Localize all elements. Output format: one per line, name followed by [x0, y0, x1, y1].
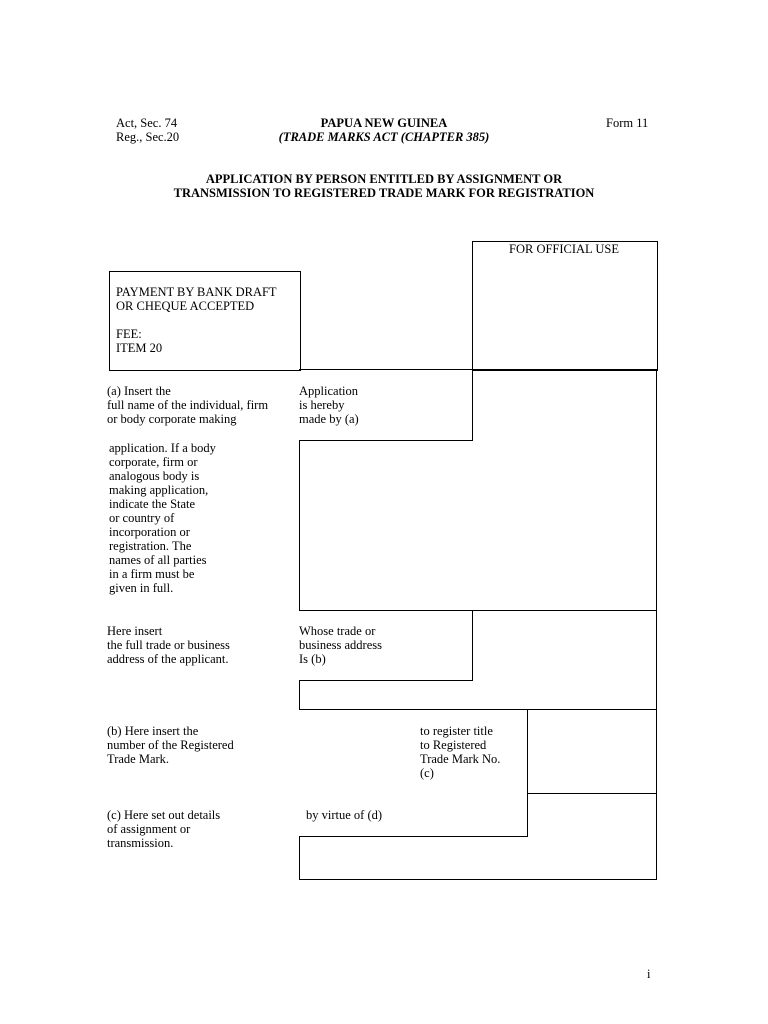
note-address: Here insert the full trade or business address of the applicant. [107, 624, 230, 666]
official-use-label: FOR OFFICIAL USE [509, 242, 619, 256]
trade-mark-number-field[interactable] [528, 710, 656, 793]
note-a-continued: application. If a body corporate, firm or analogous body is making application, indicate the State or country of incorporation or registration. The names of all parties in a firm must be given in full. [109, 441, 216, 595]
payment-line1: PAYMENT BY BANK DRAFT [116, 285, 277, 299]
fee-label: FEE: [116, 327, 142, 341]
act-reference: Act, Sec. 74 [116, 116, 178, 130]
country-heading: PAPUA NEW GUINEA [320, 116, 448, 130]
note-b: (b) Here insert the number of the Registered Trade Mark. [107, 724, 234, 766]
address-prompt: Whose trade or business address Is (b) [299, 624, 382, 666]
grid-line [299, 879, 657, 880]
grid-line [656, 369, 657, 880]
virtue-prompt: by virtue of (d) [306, 808, 383, 822]
regulation-reference: Reg., Sec.20 [116, 130, 180, 144]
act-name-heading: (TRADE MARKS ACT (CHAPTER 385) [278, 130, 490, 144]
business-address-field[interactable] [473, 611, 656, 709]
assignment-details-field[interactable] [528, 794, 656, 879]
form-title-line2: TRANSMISSION TO REGISTERED TRADE MARK FOR REGISTRATION [173, 186, 595, 200]
fee-item: ITEM 20 [116, 341, 163, 355]
virtue-details-field[interactable] [300, 837, 528, 879]
official-use-box [472, 241, 658, 371]
payment-line2: OR CHEQUE ACCEPTED [116, 299, 255, 313]
applicant-name-field[interactable] [473, 370, 656, 610]
note-c: (c) Here set out details of assignment or transmission. [107, 808, 221, 850]
form-number: Form 11 [606, 116, 649, 130]
page-number: i [647, 967, 651, 981]
business-address-continued-field[interactable] [300, 681, 473, 709]
register-prompt: to register title to Registered Trade Mark No. (c) [420, 724, 501, 780]
applicant-details-field[interactable] [300, 441, 473, 610]
note-a: (a) Insert the full name of the individual, firm or body corporate making [107, 384, 269, 426]
form-title-line1: APPLICATION BY PERSON ENTITLED BY ASSIGNMENT OR [205, 172, 563, 186]
applicant-prompt: Application is hereby made by (a) [299, 384, 359, 426]
